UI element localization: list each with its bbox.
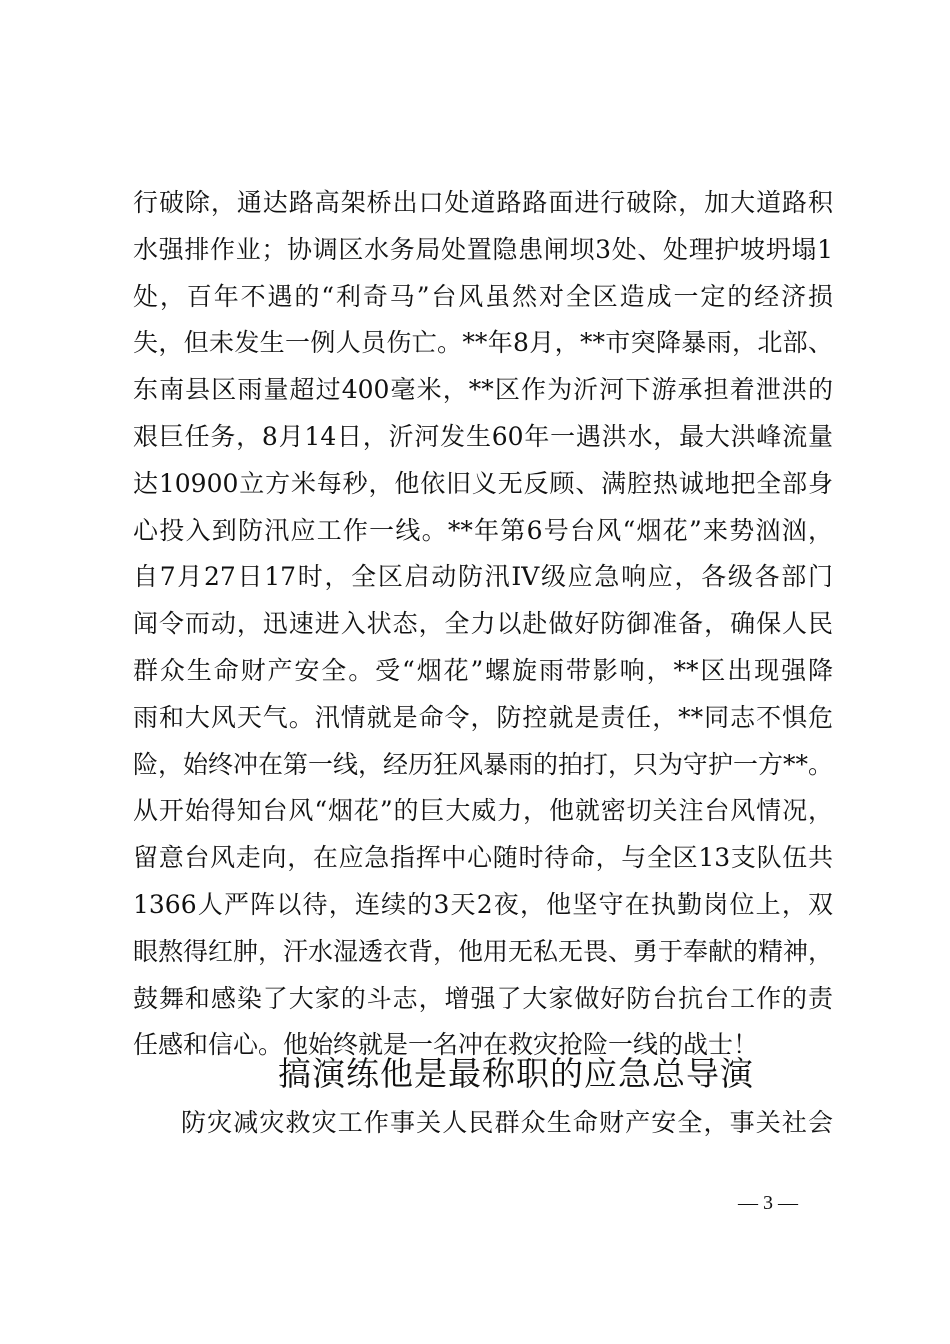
body-line: 1366人严阵以待，连续的3天2夜，他坚守在执勤岗位上，双 bbox=[133, 889, 833, 919]
body-line: 失，但未发生一例人员伤亡。**年8月，**市突降暴雨，北部、 bbox=[133, 328, 833, 358]
body-line: 留意台风走向，在应急指挥中心随时待命，与全区13支队伍共 bbox=[133, 843, 833, 873]
body-line: 眼熬得红肿，汗水湿透衣背，他用无私无畏、勇于奉献的精神， bbox=[133, 936, 834, 966]
body-line: 从开始得知台风“烟花”的巨大威力，他就密切关注台风情况， bbox=[133, 796, 833, 826]
body-line: 闻令而动，迅速进入状态，全力以赴做好防御准备，确保人民 bbox=[133, 609, 833, 639]
body-line: 心投入到防汛应工作一线。**年第6号台风“烟花”来势汹汹， bbox=[133, 515, 833, 545]
page-number: — 3 — bbox=[738, 1192, 798, 1214]
body-line: 水强排作业；协调区水务局处置隐患闸坝3处、处理护坡坍塌1 bbox=[133, 234, 833, 264]
body-line: 群众生命财产安全。受“烟花”螺旋雨带影响，**区出现强降 bbox=[133, 655, 833, 685]
body-line: 险，始终冲在第一线，经历狂风暴雨的拍打，只为守护一方**。 bbox=[133, 749, 834, 779]
body-line: 雨和大风天气。汛情就是命令，防控就是责任，**同志不惧危 bbox=[133, 702, 833, 732]
body-line: 处，百年不遇的“利奇马”台风虽然对全区造成一定的经济损 bbox=[133, 281, 833, 311]
body-text bbox=[133, 180, 833, 1069]
body-line: 任感和信心。他始终就是一名冲在救灾抢险一线的战士！ bbox=[133, 1030, 759, 1060]
body-line: 自7月27日17时，全区启动防汛IV级应急响应，各级各部门 bbox=[133, 562, 833, 592]
section-heading: 搞演练他是最称职的应急总导演 bbox=[278, 1054, 754, 1093]
body-line: 鼓舞和感染了大家的斗志，增强了大家做好防台抗台工作的责 bbox=[133, 983, 833, 1013]
body-line: 东南县区雨量超过400毫米，**区作为沂河下游承担着泄洪的 bbox=[133, 375, 833, 405]
body-line: 达10900立方米每秒，他依旧义无反顾、满腔热诚地把全部身 bbox=[133, 468, 833, 498]
paragraph-first-line: 防灾减灾救灾工作事关人民群众生命财产安全，事关社会 bbox=[181, 1108, 833, 1137]
body-line: 行破除，通达路高架桥出口处道路路面进行破除，加大道路积 bbox=[133, 188, 833, 217]
body-line: 艰巨任务，8月14日，沂河发生60年一遇洪水，最大洪峰流量 bbox=[133, 421, 833, 451]
